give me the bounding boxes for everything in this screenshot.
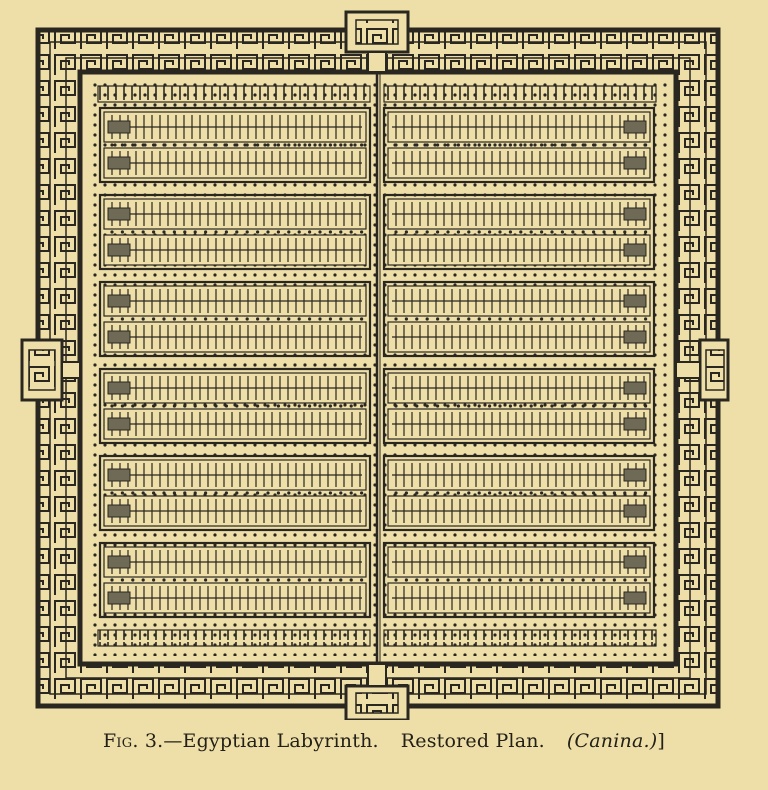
hall bbox=[104, 547, 366, 577]
hall bbox=[388, 583, 650, 613]
hall bbox=[104, 583, 366, 613]
hall bbox=[388, 460, 650, 490]
hall bbox=[388, 199, 650, 229]
shrine-block bbox=[108, 469, 130, 481]
hall bbox=[104, 409, 366, 439]
caption-title: Egyptian Labyrinth. bbox=[182, 730, 379, 752]
hall bbox=[388, 112, 650, 142]
hall bbox=[388, 547, 650, 577]
shrine-block bbox=[624, 331, 646, 343]
shrine-block bbox=[108, 208, 130, 220]
caption-figure-number: Fig. 3. bbox=[103, 730, 164, 752]
shrine-block bbox=[108, 295, 130, 307]
shrine-block bbox=[624, 157, 646, 169]
shrine-block bbox=[624, 382, 646, 394]
hall bbox=[388, 148, 650, 178]
caption-credit: (Canina.) bbox=[566, 730, 658, 752]
hall bbox=[104, 460, 366, 490]
hall bbox=[388, 409, 650, 439]
hall bbox=[388, 496, 650, 526]
shrine-block bbox=[108, 331, 130, 343]
hall bbox=[104, 322, 366, 352]
shrine-block bbox=[108, 157, 130, 169]
shrine-block bbox=[624, 469, 646, 481]
caption-mark: ] bbox=[657, 730, 665, 752]
shrine-block bbox=[624, 208, 646, 220]
shrine-block bbox=[108, 592, 130, 604]
shrine-block bbox=[108, 418, 130, 430]
shrine-block bbox=[624, 121, 646, 133]
hall bbox=[388, 286, 650, 316]
caption-subtitle: Restored Plan. bbox=[400, 730, 545, 752]
hall bbox=[104, 235, 366, 265]
hall bbox=[104, 199, 366, 229]
shrine-block bbox=[108, 121, 130, 133]
shrine-block bbox=[624, 244, 646, 256]
shrine-block bbox=[624, 295, 646, 307]
figure-caption bbox=[0, 730, 768, 752]
caption-dash: — bbox=[163, 730, 183, 752]
shrine-block bbox=[108, 505, 130, 517]
hall bbox=[388, 235, 650, 265]
hall bbox=[104, 373, 366, 403]
hall bbox=[104, 148, 366, 178]
shrine-block bbox=[624, 418, 646, 430]
shrine-block bbox=[624, 592, 646, 604]
shrine-block bbox=[108, 382, 130, 394]
shrine-block bbox=[108, 244, 130, 256]
shrine-block bbox=[624, 556, 646, 568]
hall bbox=[388, 322, 650, 352]
hall bbox=[104, 496, 366, 526]
shrine-block bbox=[624, 505, 646, 517]
hall bbox=[388, 373, 650, 403]
hall bbox=[104, 286, 366, 316]
hall bbox=[104, 112, 366, 142]
shrine-block bbox=[108, 556, 130, 568]
